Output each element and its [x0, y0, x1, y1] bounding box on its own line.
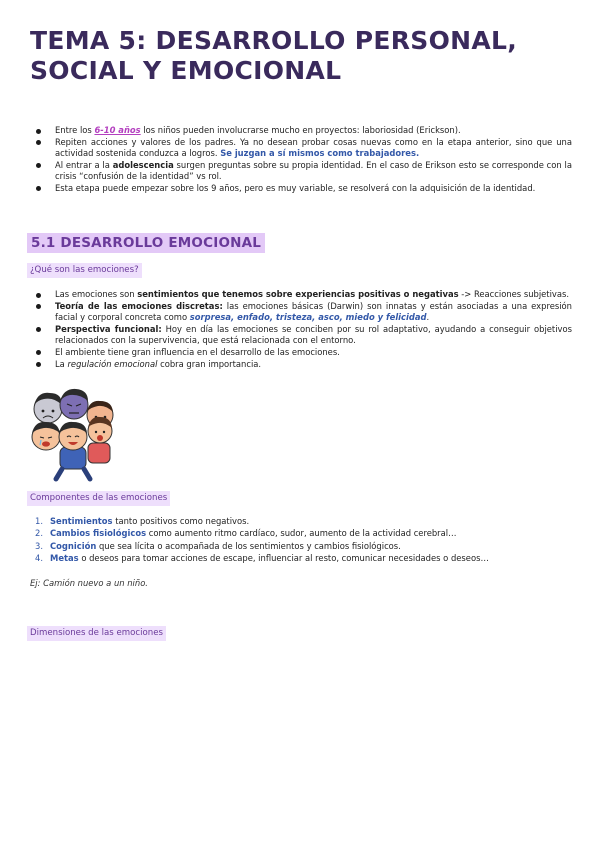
list-item: Las emociones son sentimientos que tenemos sobre experiencias positivas o negativas -> Reacciones subjetivas.: [32, 289, 572, 301]
angry-child-icon: [60, 389, 88, 419]
list-item: El ambiente tiene gran influencia en el desarrollo de las emociones.: [32, 347, 572, 359]
example-text: Ej: Camión nuevo a un niño.: [30, 578, 148, 588]
list-item: 2. Cambios fisiológicos como aumento ritmo cardíaco, sudor, aumento de la actividad cerebral…: [35, 528, 457, 539]
group-of-children-emotions-illustration: [26, 385, 122, 483]
components-list: [27, 515, 572, 564]
list-item: Al entrar a la adolescencia surgen preguntas sobre su propia identidad. En el caso de Erikson esto se corresponde con la crisis “confusión de la identidad” vs rol.: [32, 160, 572, 183]
title-line-2: SOCIAL Y EMOCIONAL: [30, 56, 342, 85]
list-item: Teoría de las emociones discretas: las emociones básicas (Darwin) son innatas y están asociadas a una expresión facial y corporal concreta como sorpresa, enfado, tristeza, asco, miedo y felicidad.: [32, 301, 572, 324]
list-item: 4. Metas o deseos para tomar acciones de escape, influenciar al resto, comunicar necesidades o deseos…: [35, 552, 489, 563]
age-range-link[interactable]: 6-10 años: [94, 125, 141, 135]
page-title: [30, 26, 570, 86]
shouting-child-icon: [88, 417, 112, 463]
dimensions-tag: Dimensiones de las emociones: [27, 626, 166, 641]
intro-list: [32, 125, 572, 195]
list-item: La regulación emocional cobra gran importancia.: [32, 359, 572, 371]
emotions-list: [32, 289, 572, 370]
title-line-1: TEMA 5: DESARROLLO PERSONAL,: [30, 26, 518, 55]
sad-child-icon: [34, 393, 62, 423]
components-tag: Componentes de las emociones: [27, 491, 170, 506]
subheading-question: ¿Qué son las emociones?: [27, 263, 142, 278]
list-item: 3. Cognición que sea lícita o acompañada de los sentimientos y cambios fisiológicos.: [35, 540, 401, 551]
list-item: 1. Sentimientos tanto positivos como negativos.: [35, 516, 250, 526]
happy-child-icon: [56, 422, 90, 479]
list-item: Repiten acciones y valores de los padres. Ya no desean probar cosas nuevas como en la etapa anterior, sino que una actividad sostenida conduzca a logros. Se juzgan a sí mismos como trabajadores.: [32, 137, 572, 160]
list-item: Entre los 6-10 años los niños pueden involucrarse mucho en proyectos: laboriosidad (Erickson).: [32, 125, 572, 137]
section-heading: 5.1 DESARROLLO EMOCIONAL: [27, 233, 265, 253]
crying-child-icon: [32, 422, 60, 450]
list-item: Esta etapa puede empezar sobre los 9 años, pero es muy variable, se resolverá con la adquisición de la identidad.: [32, 183, 572, 195]
list-item: Perspectiva funcional: Hoy en día las emociones se conciben por su rol adaptativo, ayudando a conseguir objetivos relacionados con la supervivencia, que está relacionada con el entorno.: [32, 324, 572, 347]
